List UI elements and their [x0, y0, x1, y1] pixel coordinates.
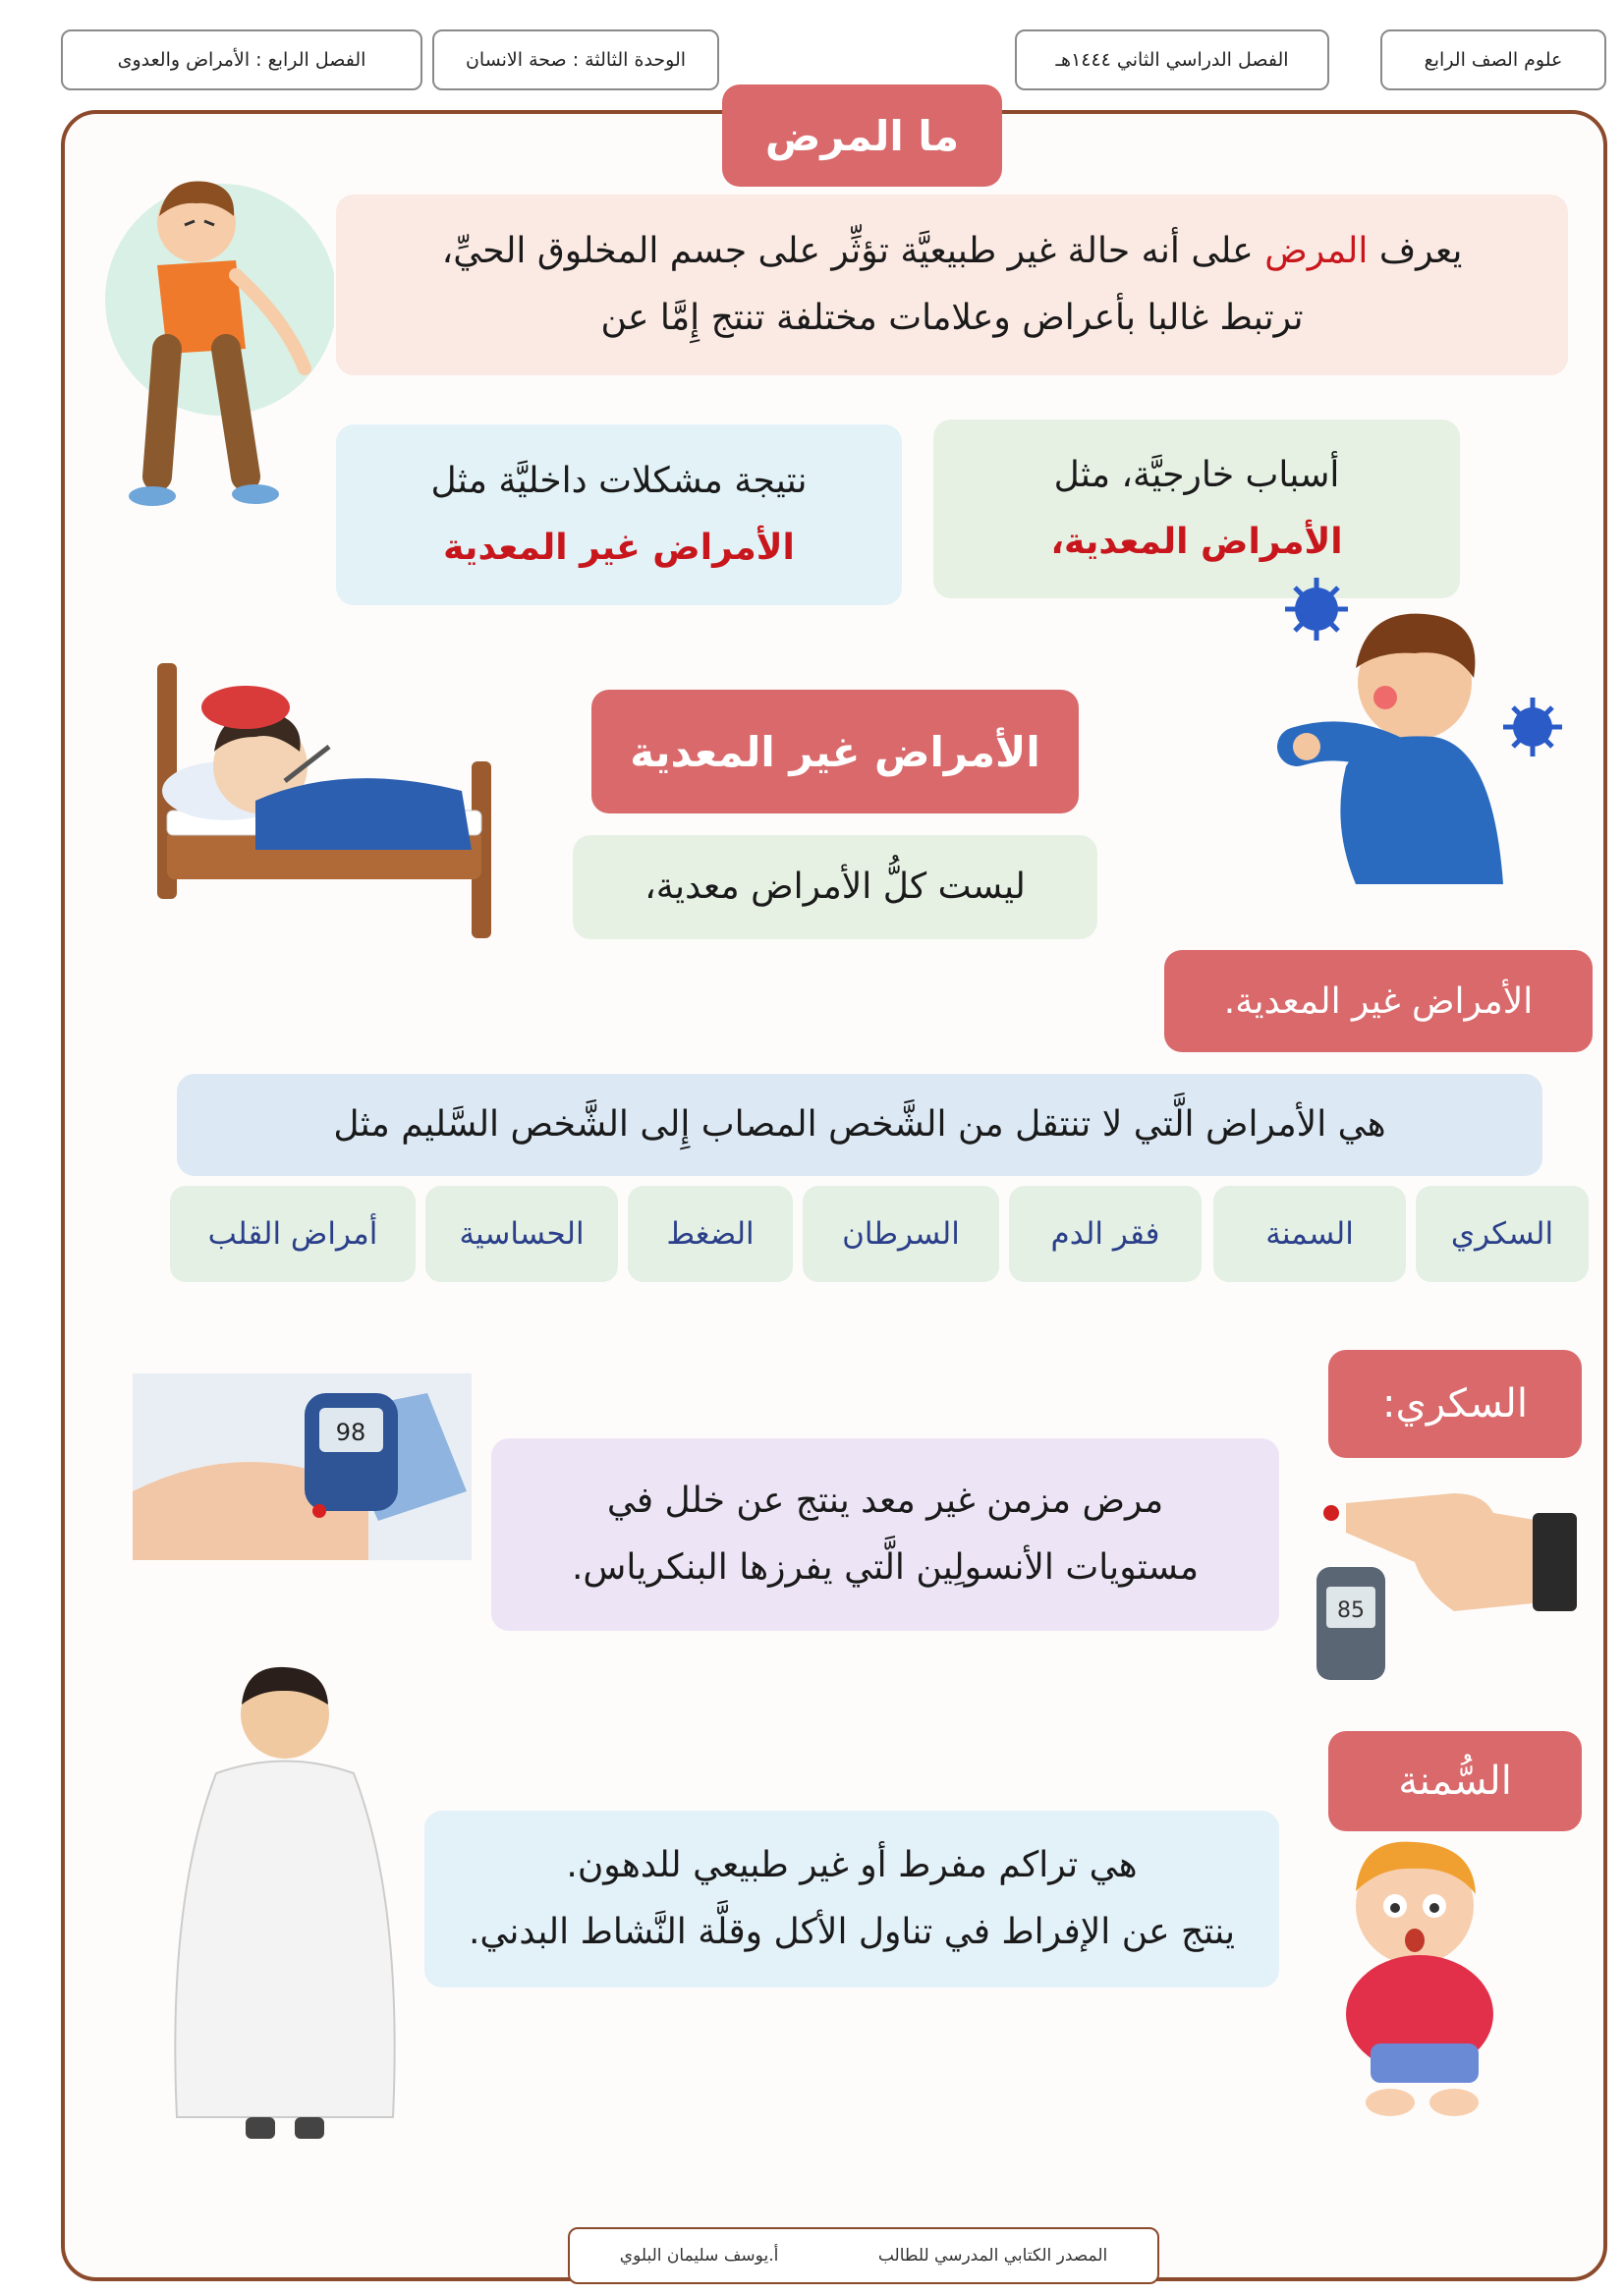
- definition-term: المرض: [1264, 231, 1369, 271]
- external-causes-example: الأمراض المعدية،: [1050, 522, 1343, 562]
- footer-source: المصدر الكتابي المدرسي للطالب: [877, 2246, 1108, 2266]
- header-chapter: [61, 29, 422, 90]
- example-tag-text: السمنة: [1265, 1216, 1354, 1252]
- example-tag: [170, 1186, 416, 1282]
- header-semester: [1015, 29, 1329, 90]
- example-tag-text: فقر الدم: [1050, 1216, 1160, 1252]
- obesity-heading: [1328, 1731, 1582, 1831]
- non-communicable-heading: [1164, 950, 1593, 1052]
- non-communicable-heading-text: الأمراض غير المعدية.: [1223, 980, 1534, 1022]
- main-title-text: ما المرض: [764, 111, 960, 160]
- example-tag: [1009, 1186, 1202, 1282]
- diabetes-box: [491, 1438, 1279, 1631]
- finger-meter-illustration: [1307, 1474, 1582, 1690]
- example-tag-text: السكري: [1450, 1216, 1554, 1252]
- obesity-line2: ينتج عن الإفراط في تناول الأكل وقلَّة النَّشاط البدني.: [468, 1912, 1236, 1952]
- glucose-test-photo: [133, 1373, 472, 1560]
- footer: [568, 2227, 1159, 2284]
- coughing-boy-illustration: [98, 162, 334, 526]
- internal-causes-box: [336, 424, 902, 605]
- header-unit-text: الوحدة الثالثة : صحة الانسان: [465, 49, 687, 71]
- main-title: [722, 84, 1002, 187]
- header-subject-text: علوم الصف الرابع: [1424, 49, 1563, 71]
- example-tag-text: الحساسية: [459, 1216, 585, 1252]
- example-tag: [425, 1186, 618, 1282]
- definition-line1: [442, 218, 1463, 285]
- footer-author: أ.يوسف سليمان البلوي: [619, 2246, 779, 2266]
- diabetes-line1: مرض مزمن غير معد ينتج عن خلل في: [606, 1481, 1164, 1521]
- example-tag-text: السرطان: [842, 1216, 960, 1252]
- example-tag-text: أمراض القلب: [207, 1216, 378, 1252]
- diabetes-heading: [1328, 1350, 1582, 1458]
- internal-causes-example: الأمراض غير المعدية: [443, 528, 795, 568]
- header-chapter-text: الفصل الرابع : الأمراض والعدوى: [117, 49, 366, 71]
- example-tag: [803, 1186, 999, 1282]
- obese-child-illustration: [1316, 1827, 1542, 2132]
- external-causes-text: أسباب خارجيَّة، مثل: [1053, 455, 1340, 495]
- meter-reading-85: 85: [1337, 1598, 1365, 1623]
- sick-in-bed-illustration: [147, 653, 511, 948]
- example-tag-text: الضغط: [666, 1216, 755, 1252]
- example-tag: [1416, 1186, 1589, 1282]
- non-communicable-title: [591, 690, 1079, 813]
- definition-part1: يعرف: [1368, 231, 1463, 271]
- header-semester-text: الفصل الدراسي الثاني ١٤٤٤هـ: [1055, 49, 1289, 71]
- definition-box: [336, 195, 1568, 375]
- non-communicable-definition-text: هي الأمراض الَّتي لا تنتقل من الشَّخص المصاب إِلى الشَّخص السَّليم مثل: [333, 1104, 1386, 1145]
- meter-reading-98: 98: [335, 1419, 366, 1446]
- non-communicable-note-text: ليست كلُّ الأمراض معدية،: [644, 867, 1026, 907]
- example-tag: [1213, 1186, 1406, 1282]
- header-unit: [432, 29, 719, 90]
- obesity-heading-text: السُّمنة: [1398, 1759, 1512, 1804]
- non-communicable-definition: [177, 1074, 1542, 1176]
- internal-causes-text: نتيجة مشكلات داخليَّة مثل: [430, 461, 808, 501]
- obesity-line1: هي تراكم مفرط أو غير طبيعي للدهون.: [566, 1845, 1138, 1885]
- header-subject: [1380, 29, 1606, 90]
- non-communicable-title-text: الأمراض غير المعدية: [630, 727, 1040, 776]
- man-in-thobe-illustration: [147, 1655, 432, 2147]
- diabetes-heading-text: السكري:: [1382, 1381, 1528, 1427]
- sick-boy-virus-illustration: [1277, 560, 1572, 884]
- diabetes-line2: مستويات الأنسولِين الَّتي يفرزها البنكرياس.: [571, 1547, 1200, 1588]
- example-tag: [628, 1186, 793, 1282]
- non-communicable-note: [573, 835, 1097, 939]
- definition-part2: على أنه حالة غير طبيعيَّة تؤثِّر على جسم المخلوق الحيِّ،: [441, 231, 1265, 271]
- obesity-box: [424, 1811, 1279, 1987]
- definition-line2: ترتبط غالبا بأعراض وعلامات مختلفة تنتج إِمَّا عن: [600, 298, 1304, 338]
